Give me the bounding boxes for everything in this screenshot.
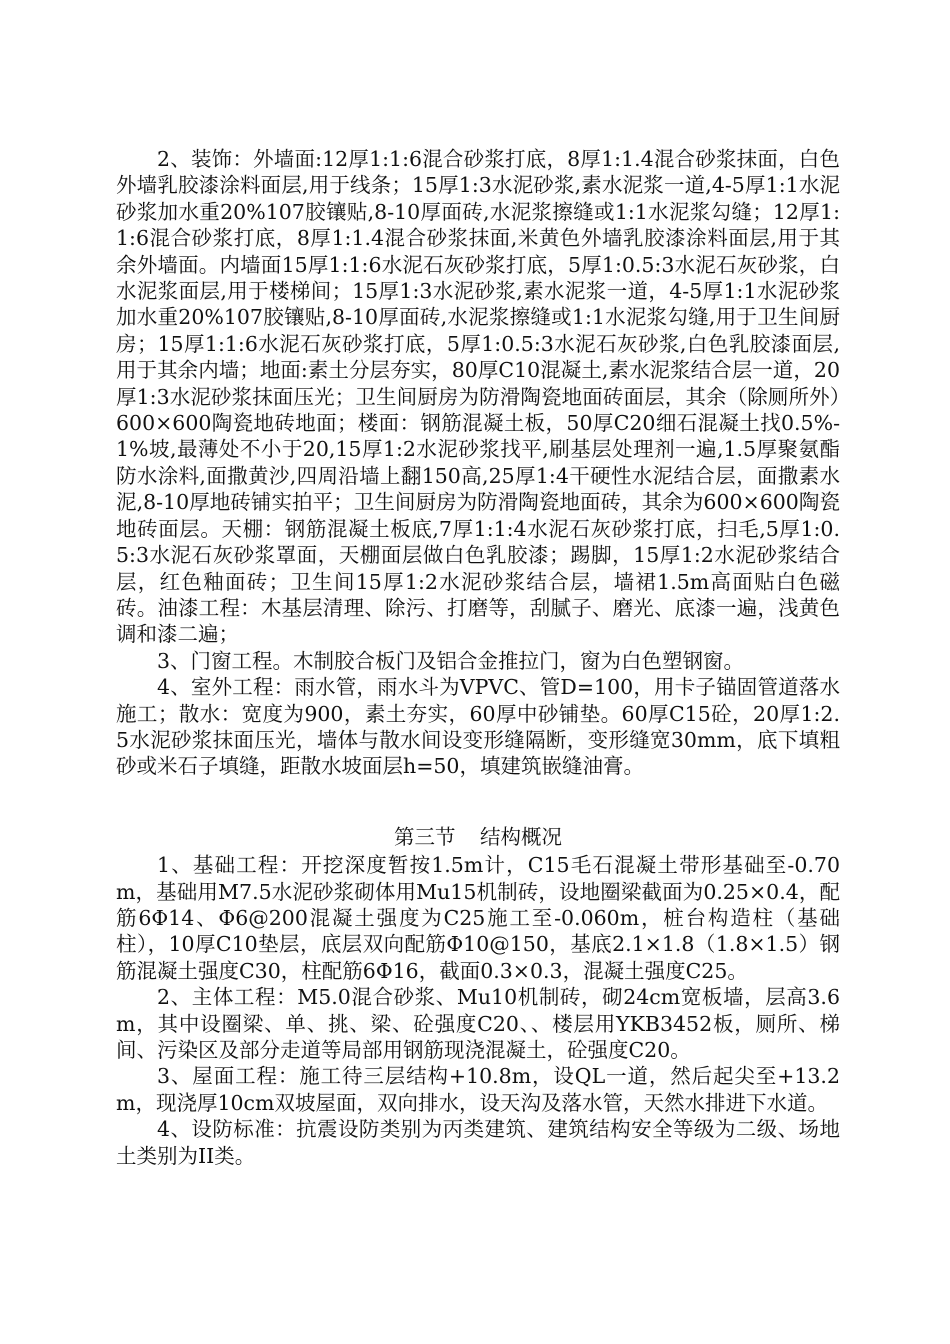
paragraph-main-structure: 2、主体工程：M5.0混合砂浆、Mu10机制砖，砌24cm宽板墙，层高3.6m，其中设圈梁、单、挑、梁、砼强度C20、、楼层用YKB3452板，厕所、梯间、污染区及部分走道等局部用钢筋现浇混凝土，砼强度C20。 (116, 985, 840, 1062)
section-number: 第三节 (393, 824, 456, 849)
document-body (116, 146, 840, 1169)
section-title: 结构概况 (480, 824, 563, 849)
paragraph-roof: 3、屋面工程：施工待三层结构+10.8m，设QL一道，然后起尖至+13.2m，现浇厚10cm双坡屋面，双向排水，设天沟及落水管，天然水排进下水道。 (116, 1064, 840, 1115)
paragraph-doors-windows: 3、门窗工程。木制胶合板门及铝合金推拉门，窗为白色塑钢窗。 (157, 648, 745, 673)
section-heading (116, 824, 840, 850)
paragraph-exterior: 4、室外工程：雨水管，雨水斗为VPVC、管D=100，用卡子锚固管道落水施工；散水：宽度为900，素土夯实，60厚中砂铺垫。60厚C15砼，20厚1:2.5水泥砂浆抹面压光，墙体与散水间设变形缝隔断，变形缝宽30mm，底下填粗砂或米石子填缝，距散水坡面层h=50，填建筑嵌缝油膏。 (116, 675, 840, 779)
paragraph-fortification: 4、设防标准：抗震设防类别为丙类建筑、建筑结构安全等级为二级、场地土类别为II类。 (116, 1117, 840, 1168)
paragraph-foundation: 1、基础工程：开挖深度暂按1.5m计，C15毛石混凝土带形基础至-0.70m，基础用M7.5水泥砂浆砌体用Mu15机制砖，设地圈梁截面为0.25×0.4，配筋6Φ14、Φ6@200混凝土强度为C25施工至-0.060m，桩台构造柱（基础柱），10厚C10垫层，底层双向配筋Φ10@150，基底2.1×1.8（1.8×1.5）钢筋混凝土强度C30，柱配筋6Φ16，截面0.3×0.3，混凝土强度C25。 (116, 853, 840, 983)
paragraph-decoration: 2、装饰：外墙面:12厚1:1:6混合砂浆打底，8厚1:1.4混合砂浆抹面，白色外墙乳胶漆涂料面层,用于线条；15厚1:3水泥砂浆,素水泥浆一道,4-5厚1:1水泥砂浆加水重20%107胶镶贴,8-10厚面砖,水泥浆擦缝或1:1水泥浆勾缝；12厚1:1:6混合砂浆打底，8厚1:1.4混合砂浆抹面,米黄色外墙乳胶漆涂料面层,用于其余外墙面。内墙面15厚1:1:6水泥石灰砂浆打底，5厚1:0.5:3水泥石灰砂浆，白水泥浆面层,用于楼梯间；15厚1:3水泥砂浆,素水泥浆一道，4-5厚1:1水泥砂浆加水重20%107胶镶贴,8-10厚面砖,水泥浆擦缝或1:1水泥浆勾缝,用于卫生间厨房；15厚1:1:6水泥石灰砂浆打底，5厚1:0.5:3水泥石灰砂浆,白色乳胶漆面层,用于其余内墙；地面:素土分层夯实，80厚C10混凝土,素水泥浆结合层一道，20厚1:3水泥砂浆抹面压光；卫生间厨房为防滑陶瓷地面砖面层，其余（除厕所外）600×600陶瓷地砖地面；楼面：钢筋混凝土板，50厚C20细石混凝土找0.5%-1%坡,最薄处不小于20,15厚1:2水泥砂浆找平,刷基层处理剂一遍,1.5厚聚氨酯防水涂料,面撒黄沙,四周沿墙上翻150高,25厚1:4干硬性水泥结合层，面撒素水泥,8-10厚地砖铺实拍平；卫生间厨房为防滑陶瓷地面砖，其余为600×600陶瓷地砖面层。天棚：钢筋混凝土板底,7厚1:1:4水泥石灰砂浆打底，扫毛,5厚1:0.5:3水泥石灰砂浆罩面，天棚面层做白色乳胶漆；踢脚，15厚1:2水泥砂浆结合层，红色釉面砖；卫生间15厚1:2水泥砂浆结合层，墙裙1.5m高面贴白色磁砖。油漆工程：木基层清理、除污、打磨等，刮腻子、磨光、底漆一遍，浅黄色调和漆二遍； (116, 147, 840, 647)
